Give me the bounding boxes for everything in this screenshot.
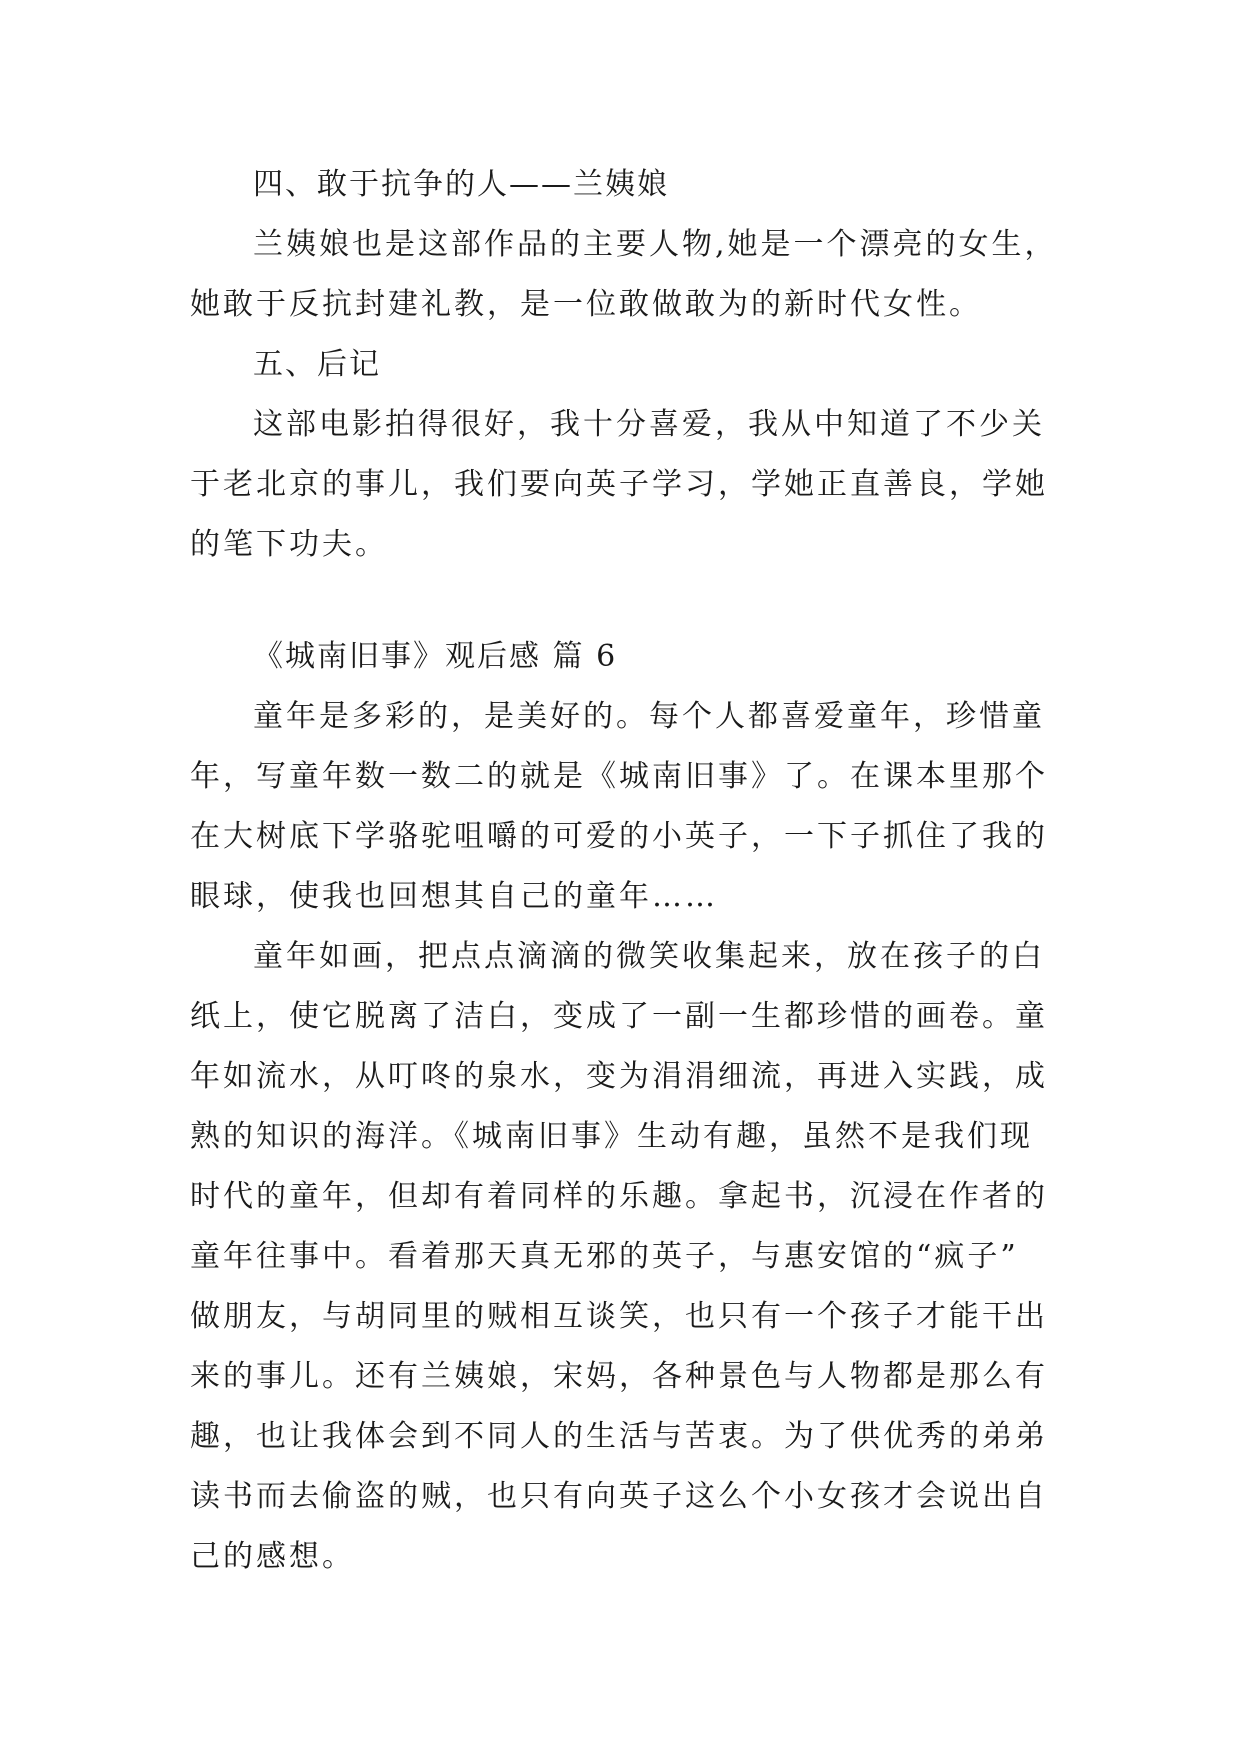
- paragraph-line: 在大树底下学骆驼咀嚼的可爱的小英子，一下子抓住了我的: [190, 819, 1048, 854]
- paragraph-line: 兰姨娘也是这部作品的主要人物,她是一个漂亮的女生，: [253, 227, 1058, 262]
- paragraph-line: 来的事儿。还有兰姨娘，宋妈，各种景色与人物都是那么有: [190, 1359, 1048, 1394]
- paragraph-line: 的笔下功夫。: [190, 527, 388, 562]
- paragraph-line: 纸上，使它脱离了洁白，变成了一副一生都珍惜的画卷。童: [190, 999, 1048, 1034]
- paragraph-line: 己的感想。: [190, 1539, 355, 1574]
- section-heading-afterword: 五、后记: [253, 347, 381, 382]
- paragraph-line: 这部电影拍得很好，我十分喜爱，我从中知道了不少关: [253, 407, 1045, 442]
- article-title: 《城南旧事》观后感 篇 6: [253, 639, 618, 674]
- paragraph-line: 时代的童年，但却有着同样的乐趣。拿起书，沉浸在作者的: [190, 1179, 1048, 1214]
- paragraph-line: 做朋友，与胡同里的贼相互谈笑，也只有一个孩子才能干出: [190, 1299, 1048, 1334]
- paragraph-line: 于老北京的事儿，我们要向英子学习，学她正直善良，学她: [190, 467, 1048, 502]
- paragraph-line: 年，写童年数一数二的就是《城南旧事》了。在课本里那个: [190, 759, 1048, 794]
- section-heading-lan-yiniang: 四、敢于抗争的人——兰姨娘: [253, 167, 669, 202]
- paragraph-line: 童年如画，把点点滴滴的微笑收集起来，放在孩子的白: [253, 939, 1045, 974]
- paragraph-line: 眼球，使我也回想其自己的童年……: [190, 879, 718, 914]
- paragraph-line: 读书而去偷盗的贼，也只有向英子这么个小女孩才会说出自: [190, 1479, 1048, 1514]
- paragraph-line: 童年往事中。看着那天真无邪的英子，与惠安馆的“疯子”: [190, 1239, 1019, 1274]
- paragraph-line: 童年是多彩的，是美好的。每个人都喜爱童年，珍惜童: [253, 699, 1045, 734]
- paragraph-line: 熟的知识的海洋。《城南旧事》生动有趣，虽然不是我们现: [190, 1119, 1033, 1154]
- paragraph-line: 趣，也让我体会到不同人的生活与苦衷。为了供优秀的弟弟: [190, 1419, 1048, 1454]
- paragraph-line: 年如流水，从叮咚的泉水，变为涓涓细流，再进入实践，成: [190, 1059, 1048, 1094]
- paragraph-line: 她敢于反抗封建礼教，是一位敢做敢为的新时代女性。: [190, 287, 982, 322]
